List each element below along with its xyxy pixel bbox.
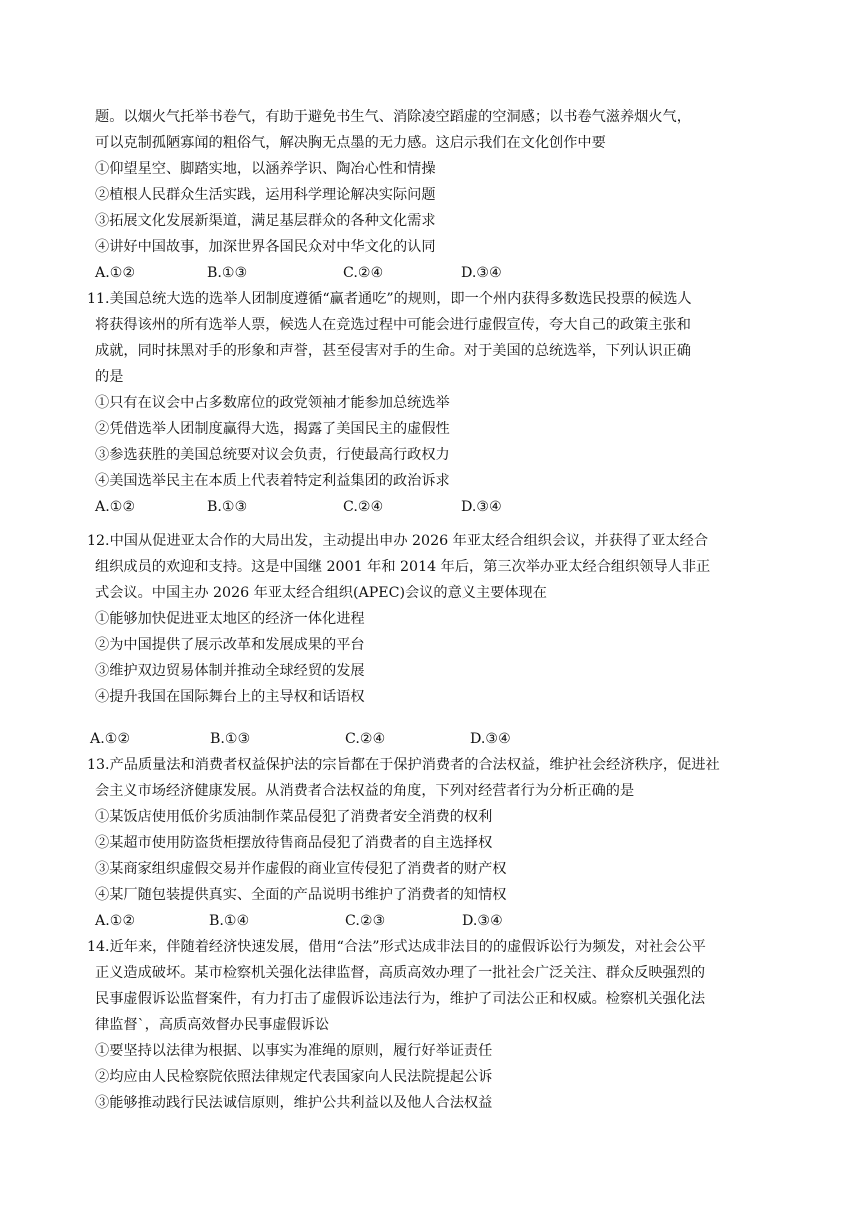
q12-choice-b: B.①③	[210, 731, 251, 747]
q11-choice-a: A.①②	[95, 499, 136, 515]
q14-stem-line-2: 正义造成破坏。某市检察机关强化法律监督，高质高效办理了一批社会广泛关注、群众反映强烈的	[95, 965, 706, 981]
q13-choice-b: B.①④	[209, 913, 250, 929]
q14-option-3: ③能够推动践行民法诚信原则，维护公共利益以及他人合法权益	[95, 1095, 493, 1111]
q12-option-3: ③维护双边贸易体制并推动全球经贸的发展	[95, 663, 365, 679]
q12-choice-a: A.①②	[90, 731, 131, 747]
q13-stem-line-2: 会主义市场经济健康发展。从消费者合法权益的角度，下列对经营者行为分析正确的是	[95, 783, 635, 799]
q13-option-2: ②某超市使用防盗货柜摆放待售商品侵犯了消费者的自主选择权	[95, 835, 493, 851]
q11-stem-line-4: 的是	[95, 369, 124, 385]
q12-choices	[90, 727, 790, 753]
q12-option-4: ④提升我国在国际舞台上的主导权和话语权	[95, 689, 365, 705]
q12-choice-c: C.②④	[345, 731, 386, 747]
q11-option-4: ④美国选举民主在本质上代表着特定利益集团的政治诉求	[95, 473, 450, 489]
q13-option-1: ①某饭店使用低价劣质油制作菜品侵犯了消费者安全消费的权利	[95, 809, 493, 825]
q13-choices	[95, 909, 795, 935]
q10-option-2: ②植根人民群众生活实践，运用科学理论解决实际问题	[95, 187, 436, 203]
q10-stem-line-1: 题。以烟火气托举书卷气，有助于避免书生气、消除凌空蹈虚的空洞感；以书卷气滋养烟火气，	[95, 109, 691, 125]
q12-choice-d: D.③④	[470, 731, 511, 747]
q12-option-1: ①能够加快促进亚太地区的经济一体化进程	[95, 611, 365, 627]
q14-stem-line-4: 律监督`，高质高效督办民事虚假诉讼	[95, 1017, 330, 1033]
q13-choice-a: A.①②	[95, 913, 136, 929]
q13-option-3: ③某商家组织虚假交易并作虚假的商业宣传侵犯了消费者的财产权	[95, 861, 507, 877]
q11-choice-c: C.②④	[343, 499, 384, 515]
q13-option-4: ④某厂随包装提供真实、全面的产品说明书维护了消费者的知情权	[95, 887, 507, 903]
q11-choice-b: B.①③	[207, 499, 248, 515]
q11-option-2: ②凭借选举人团制度赢得大选，揭露了美国民主的虚假性	[95, 421, 450, 437]
q12-stem-line-1: 12.中国从促进亚太合作的大局出发，主动提出申办 2026 年亚太经合组织会议，并获得了亚太经合	[87, 533, 709, 549]
q10-choice-b: B.①③	[207, 265, 248, 281]
q11-choice-d: D.③④	[461, 499, 502, 515]
q10-stem-line-2: 可以克制孤陋寡闻的粗俗气，解决胸无点墨的无力感。这启示我们在文化创作中要	[95, 135, 606, 151]
q10-option-4: ④讲好中国故事，加深世界各国民众对中华文化的认同	[95, 239, 436, 255]
q10-option-3: ③拓展文化发展新渠道，满足基层群众的各种文化需求	[95, 213, 436, 229]
q13-stem-line-1: 13.产品质量法和消费者权益保护法的宗旨都在于保护消费者的合法权益，维护社会经济秩序，促进社	[87, 757, 720, 773]
q10-choice-c: C.②④	[343, 265, 384, 281]
q14-option-1: ①要坚持以法律为根据、以事实为准绳的原则，履行好举证责任	[95, 1043, 493, 1059]
q12-option-2: ②为中国提供了展示改革和发展成果的平台	[95, 637, 365, 653]
q14-stem-line-3: 民事虚假诉讼监督案件，有力打击了虚假诉讼违法行为，维护了司法公正和权威。检察机关强化法	[95, 991, 706, 1007]
q11-option-1: ①只有在议会中占多数席位的政党领袖才能参加总统选举	[95, 395, 450, 411]
q14-option-2: ②均应由人民检察院依照法律规定代表国家向人民法院提起公诉	[95, 1069, 493, 1085]
q11-option-3: ③参选获胜的美国总统要对议会负责，行使最高行政权力	[95, 447, 450, 463]
q10-choice-d: D.③④	[461, 265, 502, 281]
q10-choice-a: A.①②	[95, 265, 136, 281]
q10-choices	[95, 261, 795, 287]
q10-option-1: ①仰望星空、脚踏实地，以涵养学识、陶冶心性和情操	[95, 161, 436, 177]
q11-stem-line-2: 将获得该州的所有选举人票，候选人在竞选过程中可能会进行虚假宣传，夸大自己的政策主张和	[95, 317, 691, 333]
q12-stem-line-3: 式会议。中国主办 2026 年亚太经合组织(APEC)会议的意义主要体现在	[95, 585, 547, 601]
q12-stem-line-2: 组织成员的欢迎和支持。这是中国继 2001 年和 2014 年后，第三次举办亚太经合组织领导人非正	[95, 559, 711, 575]
q11-stem-line-3: 成就，同时抹黑对手的形象和声誉，甚至侵害对手的生命。对于美国的总统选举，下列认识正确	[95, 343, 691, 359]
q13-choice-c: C.②③	[345, 913, 386, 929]
q11-choices	[95, 495, 795, 521]
q14-stem-line-1: 14.近年来，伴随着经济快速发展，借用“合法”形式达成非法目的的虚假诉讼行为频发，对社会公平	[87, 939, 706, 955]
q11-stem-line-1: 11.美国总统大选的选举人团制度遵循“赢者通吃”的规则，即一个州内获得多数选民投票的候选人	[87, 291, 692, 307]
q13-choice-d: D.③④	[462, 913, 503, 929]
